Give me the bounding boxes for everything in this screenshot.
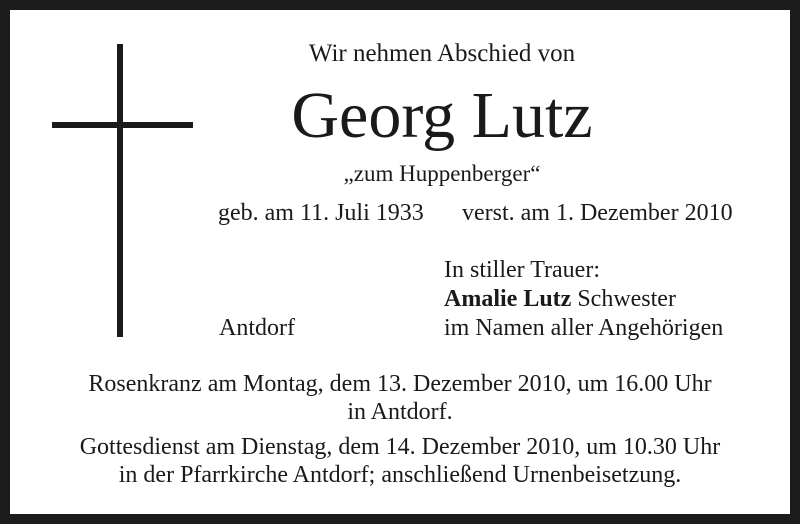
- rosary-announcement: [10, 370, 790, 426]
- cross-horizontal-bar: [52, 122, 193, 128]
- mourner-line: [444, 285, 723, 314]
- place-name: Antdorf: [219, 315, 295, 341]
- deceased-nickname: „zum Huppenberger“: [343, 161, 541, 186]
- intro-text: Wir nehmen Abschied von: [308, 40, 576, 67]
- rosary-line-1: Rosenkranz am Montag, dem 13. Dezember 2010, um 16.00 Uhr: [88, 371, 712, 397]
- mourners-block: [444, 256, 723, 343]
- mass-line-2: in der Pfarrkirche Antdorf; anschließend Urnenbeisetzung.: [118, 462, 682, 488]
- mourner-relation: Schwester: [577, 286, 676, 312]
- mass-announcement: [10, 433, 790, 489]
- deceased-name: Georg Lutz: [291, 79, 593, 152]
- birth-date: geb. am 11. Juli 1933: [218, 200, 424, 226]
- death-date: verst. am 1. Dezember 2010: [462, 200, 733, 226]
- mass-line-1: Gottesdienst am Dienstag, dem 14. Dezember 2010, um 10.30 Uhr: [79, 434, 721, 460]
- family-line: im Namen aller Angehörigen: [444, 315, 724, 341]
- mourner-name: Amalie Lutz: [444, 286, 572, 312]
- mourning-heading: In stiller Trauer:: [444, 257, 600, 283]
- rosary-line-2: in Antdorf.: [347, 399, 453, 425]
- cross-vertical-bar: [117, 44, 123, 337]
